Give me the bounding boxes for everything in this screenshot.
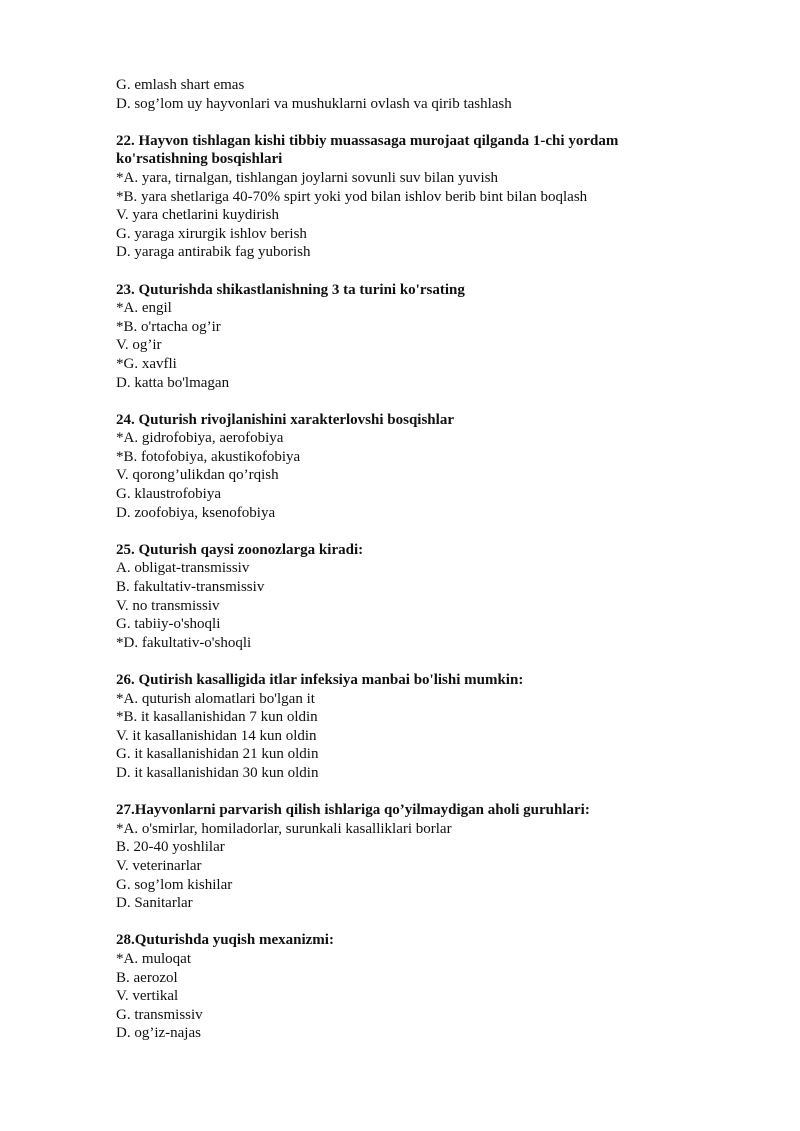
option-line: V. veterinarlar [116, 857, 202, 874]
option-line: *B. fotofobiya, akustikofobiya [116, 448, 301, 465]
option-line: V. og’ir [116, 337, 162, 354]
option-line: D. zoofobiya, ksenofobiya [116, 504, 276, 521]
previous-question-options [116, 76, 716, 113]
option-line: *G. xavfli [116, 355, 177, 372]
option-line: *A. o'smirlar, homiladorlar, surunkali kasalliklari borlar [116, 820, 452, 837]
question-28 [116, 931, 716, 1043]
option-line: *A. gidrofobiya, aerofobiya [116, 430, 284, 447]
question-22 [116, 132, 716, 262]
question-26 [116, 671, 716, 783]
option-line: *A. engil [116, 300, 172, 317]
option-line: *A. muloqat [116, 950, 191, 967]
option-line: D. sog’lom uy hayvonlari va mushuklarni ovlash va qirib tashlash [116, 95, 512, 112]
question-24 [116, 411, 716, 523]
option-line: G. sog’lom kishilar [116, 876, 233, 893]
option-line: G. tabiiy-o'shoqli [116, 616, 221, 633]
option-line: V. it kasallanishidan 14 kun oldin [116, 727, 317, 744]
option-line: G. transmissiv [116, 1006, 203, 1023]
option-line: A. obligat-transmissiv [116, 560, 250, 577]
option-line: B. 20-40 yoshlilar [116, 839, 225, 856]
option-line: G. it kasallanishidan 21 kun oldin [116, 746, 319, 763]
option-line: *B. o'rtacha og’ir [116, 318, 221, 335]
question-25 [116, 541, 716, 653]
question-title: 22. Hayvon tishlagan kishi tibbiy muassasaga murojaat qilganda 1-chi yordam [116, 132, 619, 149]
option-line: *B. it kasallanishidan 7 kun oldin [116, 709, 318, 726]
option-line: V. vertikal [116, 988, 179, 1005]
option-line: V. no transmissiv [116, 597, 220, 614]
page-content [116, 76, 716, 1043]
option-line: *D. fakultativ-o'shoqli [116, 634, 252, 651]
option-line: D. it kasallanishidan 30 kun oldin [116, 764, 319, 781]
question-title: ko'rsatishning bosqishlari [116, 151, 283, 168]
option-line: B. fakultativ-transmissiv [116, 579, 265, 596]
option-line: G. yaraga xirurgik ishlov berish [116, 225, 307, 242]
option-line: *A. yara, tirnalgan, tishlangan joylarni sovunli suv bilan yuvish [116, 169, 499, 186]
option-line: D. og’iz-najas [116, 1025, 201, 1042]
question-title: 27.Hayvonlarni parvarish qilish ishlariga qo’yilmaydigan aholi guruhlari: [116, 802, 590, 819]
option-line: G. klaustrofobiya [116, 486, 221, 503]
question-27 [116, 801, 716, 913]
option-line: D. katta bo'lmagan [116, 374, 230, 391]
option-line: *B. yara shetlariga 40-70% spirt yoki yod bilan ishlov berib bint bilan boqlash [116, 188, 588, 205]
option-line: D. yaraga antirabik fag yuborish [116, 244, 311, 261]
option-line: *A. quturish alomatlari bo'lgan it [116, 690, 315, 707]
question-title: 28.Quturishda yuqish mexanizmi: [116, 932, 334, 949]
option-line: G. emlash shart emas [116, 77, 245, 93]
option-line: B. aerozol [116, 969, 178, 986]
question-title: 26. Qutirish kasalligida itlar infeksiya manbai bo'lishi mumkin: [116, 672, 524, 688]
option-line: V. yara chetlarini kuydirish [116, 207, 280, 224]
question-title: 23. Quturishda shikastlanishning 3 ta turini ko'rsating [116, 281, 465, 298]
question-title: 25. Quturish qaysi zoonozlarga kiradi: [116, 541, 364, 558]
question-23 [116, 281, 716, 393]
question-title: 24. Quturish rivojlanishini xarakterlovshi bosqishlar [116, 411, 454, 428]
option-line: D. Sanitarlar [116, 895, 193, 912]
option-line: V. qorong’ulikdan qo’rqish [116, 467, 279, 484]
